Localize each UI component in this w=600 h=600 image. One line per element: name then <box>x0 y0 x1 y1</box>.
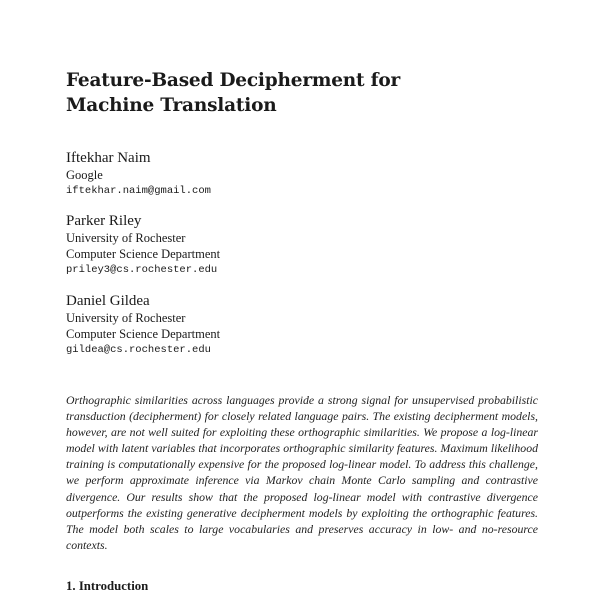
author-name: Daniel Gildea <box>66 293 150 309</box>
paper-title-line-2: Machine Translation <box>66 95 277 116</box>
author-department: Computer Science Department <box>66 247 221 261</box>
author-name: Parker Riley <box>66 213 142 229</box>
author-email: iftekhar.naim@gmail.com <box>66 185 211 197</box>
author-email: gildea@cs.rochester.edu <box>66 344 211 356</box>
author-affiliation: University of Rochester <box>66 231 186 245</box>
author-email: priley3@cs.rochester.edu <box>66 264 218 276</box>
section-heading-introduction <box>66 578 148 594</box>
author-affiliation: Google <box>66 168 103 182</box>
author-department: Computer Science Department <box>66 327 221 341</box>
author-block <box>66 213 466 278</box>
author-block <box>66 293 466 358</box>
paper-title <box>66 68 536 118</box>
abstract-text: Orthographic similarities across languages provide a strong signal for unsupervised probabilistic transduction (decipherment) for closely related language pairs. The existing decipherment models, however, are not well suited for exploiting these orthographic similarities. We propose a log-linear model with latent variables that incorporates orthographic similarity features. Maximum likelihood training is computationally expensive for the proposed log-linear model. To address this challenge, we perform approximate inference via Markov chain Monte Carlo sampling and contrastive divergence. Our results show that the proposed log-linear model with contrastive divergence outperforms the existing generative decipherment models by exploiting the orthographic features. The model both scales to large vocabularies and preserves accuracy in low- and no-resource contexts. <box>66 393 538 552</box>
author-affiliation: University of Rochester <box>66 311 186 325</box>
paper-title-line-1: Feature-Based Decipherment for <box>66 70 401 91</box>
author-block <box>66 150 466 199</box>
section-number: 1. <box>66 579 76 593</box>
author-name: Iftekhar Naim <box>66 150 151 166</box>
section-title: Introduction <box>78 579 149 593</box>
